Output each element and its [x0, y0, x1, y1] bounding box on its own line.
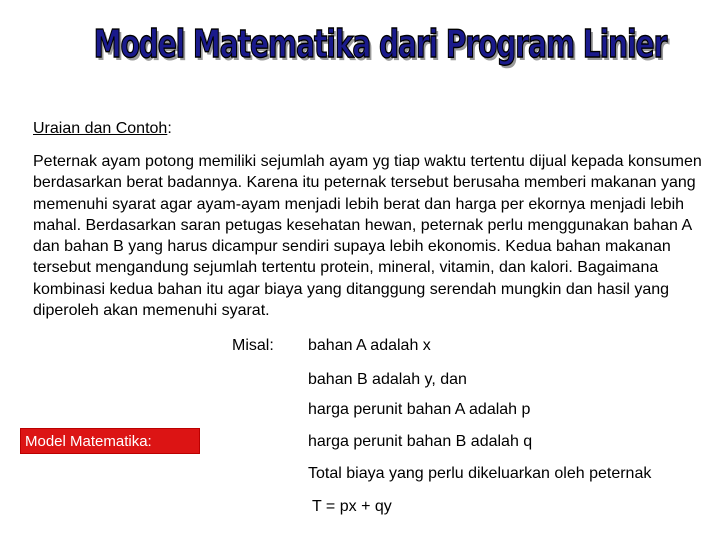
variable-line-total-cost: Total biaya yang perlu dikeluarkan oleh peternak	[308, 465, 652, 482]
section-heading-colon: :	[167, 120, 172, 137]
variable-line-price-b: harga perunit bahan B adalah q	[308, 433, 533, 450]
section-heading	[33, 120, 172, 138]
misal-label: Misal:	[232, 337, 274, 354]
variable-line-price-a: harga perunit bahan A adalah p	[308, 401, 531, 418]
cost-formula: T = px + qy	[312, 498, 392, 515]
page-title: Model Matematika dari Program Linier	[93, 22, 667, 66]
variable-line-a: bahan A adalah x	[308, 337, 431, 354]
problem-paragraph: Peternak ayam potong memiliki sejumlah ayam yg tiap waktu tertentu dijual kepada konsumen berdasarkan berat badannya. Karena itu peternak tersebut berusaha memberi makanan yang memenuhi syarat agar ayam-ayam menjadi lebih berat dan harga per ekornya menjadi lebih mahal. Berdasarkan saran petugas kesehatan hewan, peternak perlu menggunakan bahan A dan bahan B yang harus dicampur sendiri supaya lebih ekonomis. Kedua bahan makanan tersebut mengandung sejumlah tertentu protein, mineral, vitamin, dan kalori. Bagaimana kombinasi kedua bahan itu agar biaya yang ditanggung serendah mungkin dan hasil yang diperoleh akan memenuhi syarat.	[33, 153, 702, 320]
variable-line-b: bahan B adalah y, dan	[308, 371, 467, 388]
section-heading-label: Uraian dan Contoh	[33, 120, 168, 137]
model-matematika-label: Model Matematika:	[20, 428, 200, 454]
